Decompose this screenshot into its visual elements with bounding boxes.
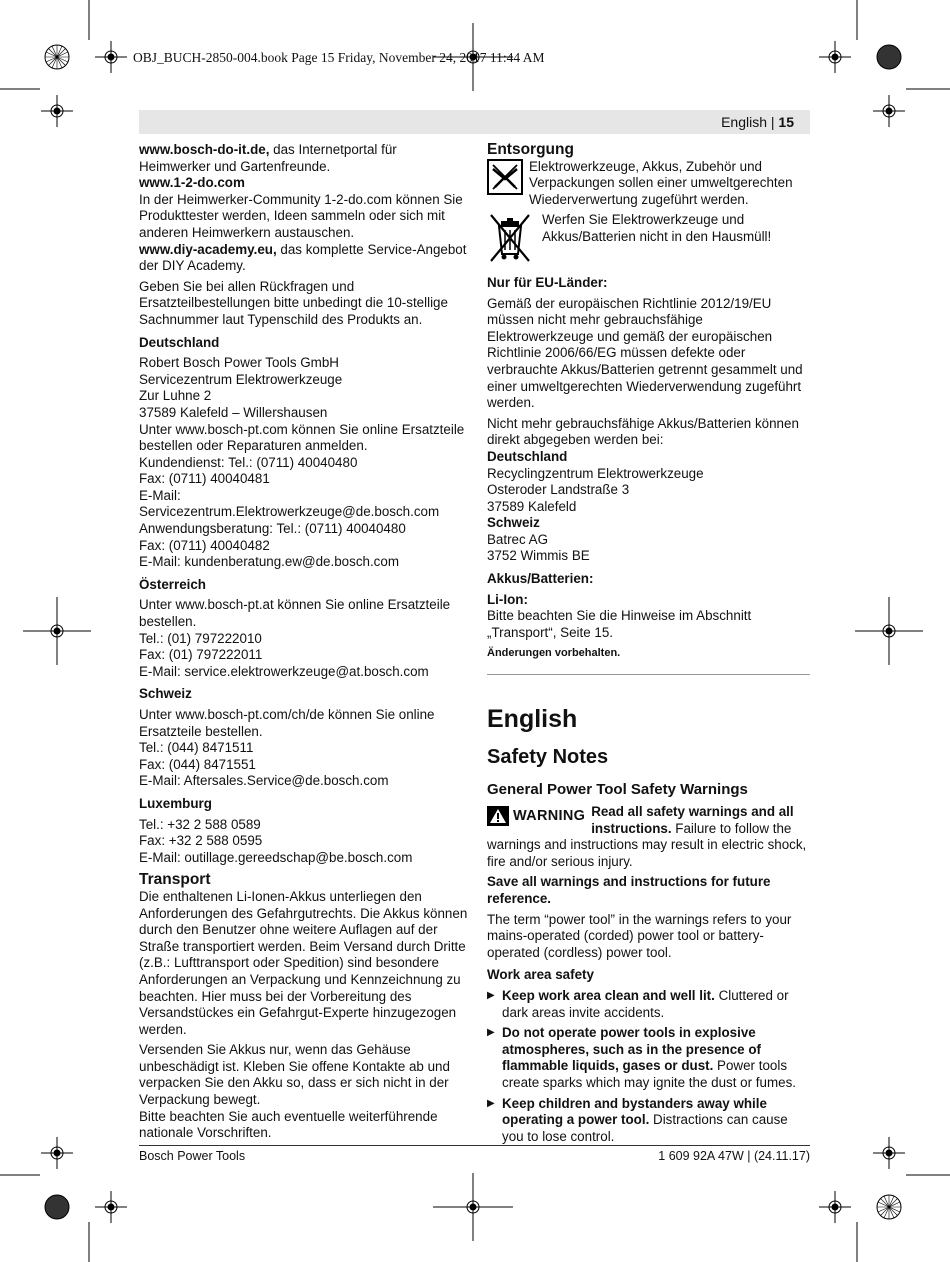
address-line: 37589 Kalefeld — [487, 498, 577, 514]
address-line: 3752 Wimmis BE — [487, 548, 590, 564]
power-tool-term: The term “power tool” in the warnings refers to your mains-operated (corded) power tool or battery-operated (cordless) power tool. — [487, 911, 792, 960]
intro-note: Geben Sie bei allen Rückfragen und Ersatzteilbestellungen bitte unbedingt die 10-stellige Sachnummer laut Typenschild des Produkts an. — [139, 278, 448, 327]
right-column — [487, 142, 812, 1145]
warning-badge — [487, 806, 585, 826]
country-block-luxemburg — [139, 817, 469, 867]
eu-heading: Nur für EU-Länder: — [487, 274, 608, 290]
entsorgung-heading: Entsorgung — [487, 141, 574, 158]
address-line: Zur Luhne 2 — [139, 388, 212, 404]
country-heading-schweiz: Schweiz — [139, 686, 192, 702]
country-heading-oesterreich: Österreich — [139, 576, 206, 592]
address-line: Unter www.bosch-pt.com/ch/de können Sie online Ersatzteile bestellen. — [139, 707, 435, 739]
header-separator: | — [770, 114, 775, 130]
address-line: Batrec AG — [487, 531, 549, 547]
print-slug-line: OBJ_BUCH-2850-004.book Page 15 Friday, November 24, 2017 11:44 AM — [133, 50, 545, 65]
safety-notes-heading: Safety Notes — [487, 746, 609, 769]
address-line: Tel.: +32 2 588 0589 — [139, 816, 261, 832]
bullet-arrow-icon: ▶ — [487, 1027, 495, 1039]
address-line: 37589 Kalefeld – Willershausen — [139, 404, 328, 420]
transport-heading: Transport — [139, 871, 211, 889]
address-line: Recyclingzentrum Elektrowerkzeuge — [487, 465, 704, 481]
warning-label: WARNING — [513, 807, 586, 824]
address-line: Osteroder Landstraße 3 — [487, 482, 630, 498]
crossed-bin-icon — [487, 212, 533, 269]
changes-note: Änderungen vorbehalten. — [487, 647, 621, 660]
bullet-text: Power tools create sparks which may ignite the dust or fumes. — [502, 1058, 796, 1090]
page-number: 15 — [778, 114, 794, 130]
intro-line-3 — [139, 192, 469, 242]
running-header — [139, 110, 810, 134]
bullet-text: Distractions can cause you to lose control. — [502, 1112, 788, 1144]
warning-text: Failure to follow the warnings and instructions may result in electric shock, fire and/or serious injury. — [487, 820, 807, 869]
bullet-item — [487, 1025, 812, 1091]
footer-left: Bosch Power Tools — [139, 1149, 246, 1163]
address-line: Fax: +32 2 588 0595 — [139, 833, 263, 849]
intro-line-1 — [139, 142, 469, 175]
country-heading-deutschland: Deutschland — [139, 334, 220, 350]
address-line: Fax: (0711) 40040482 — [139, 537, 270, 553]
transport-paragraph-1: Die enthaltenen Li-Ionen-Akkus unterliegen den Anforderungen des Gefahrgutrechts. Die Akkus können durch den Benutzer ohne weitere Auflagen auf der Straße transportiert werden. Beim Versand durch Dritte (z.B.: Lufttransport oder Spedition) sind besondere Anforderungen an Verpackung und Kennzeichnung zu beachten. Hier muss bei der Vorbereitung des Versandstückes ein Gefahrgut-Experte hinzugezogen werden. — [139, 888, 468, 1037]
eu-deutschland-heading: Deutschland — [487, 448, 568, 464]
warning-triangle-icon — [487, 806, 509, 826]
address-line: E-Mail: service.elektrowerkzeuge@at.bosch.com — [139, 663, 429, 679]
address-line: Servicezentrum Elektrowerkzeuge — [139, 371, 343, 387]
footer-rule — [139, 1145, 810, 1146]
save-instructions: Save all warnings and instructions for future reference. — [487, 874, 771, 906]
warning-paragraph — [487, 804, 812, 870]
transport-paragraph-2: Versenden Sie Akkus nur, wenn das Gehäuse unbeschädigt ist. Kleben Sie offene Kontakte ab und verpacken Sie den Akku so, dass er sich nicht in der Verpackung bewegt. — [139, 1042, 450, 1108]
address-line: Fax: (0711) 40040481 — [139, 471, 270, 487]
running-header-text — [721, 114, 794, 130]
eu-schweiz-heading: Schweiz — [487, 515, 540, 531]
intro-line-2 — [139, 175, 469, 192]
address-line: Fax: (01) 797222011 — [139, 647, 263, 663]
bullet-arrow-icon: ▶ — [487, 1097, 495, 1109]
left-column — [139, 142, 469, 1142]
address-line: E-Mail: kundenberatung.ew@de.bosch.com — [139, 554, 399, 570]
bullet-item — [487, 988, 812, 1021]
bullet-item — [487, 1096, 812, 1146]
liion-heading: Li-Ion: — [487, 591, 528, 607]
akkus-text: Bitte beachten Sie die Hinweise im Abschnitt „Transport“, Seite 15. — [487, 608, 752, 640]
intro-line-4 — [139, 242, 469, 275]
section-title-english: English — [487, 705, 578, 734]
address-line: Unter www.bosch-pt.com können Sie online Ersatzteile bestellen oder Reparaturen anmelden. — [139, 421, 465, 454]
country-block-deutschland — [139, 355, 469, 571]
transport-paragraph-3: Bitte beachten Sie auch eventuelle weiterführende nationale Vorschriften. — [139, 1108, 438, 1141]
disposal-item-1 — [487, 159, 812, 209]
link-1-2-do: www.1-2-do.com — [139, 175, 245, 191]
link-bosch-do-it: www.bosch-do-it.de, — [139, 142, 270, 157]
disposal-text-2: Werfen Sie Elektrowerkzeuge und Akkus/Batterien nicht in den Hausmüll! — [542, 212, 772, 244]
country-block-oesterreich — [139, 597, 469, 680]
address-line: Kundendienst: Tel.: (0711) 40040480 — [139, 454, 358, 470]
section-divider — [487, 674, 810, 675]
akkus-heading: Akkus/Batterien: — [487, 571, 594, 587]
disposal-text-1: Elektrowerkzeuge, Akkus, Zubehör und Verpackungen sollen einer umweltgerechten Wiederverwertung zugeführt werden. — [529, 158, 793, 207]
address-line: Anwendungsberatung: Tel.: (0711) 40040480 — [139, 521, 406, 537]
eu-paragraph-1: Gemäß der europäischen Richtlinie 2012/19/EU müssen nicht mehr gebrauchsfähige Elektrowerkzeuge und gemäß der europäischen Richtlinie 2006/66/EG müssen defekte oder verbrauchte Akkus/Batterien getrennt gesammelt und einer umweltgerechten Wiederverwendung zugeführt werden. — [487, 295, 803, 411]
warning-bold: Read all safety warnings and all instructions. — [591, 804, 794, 836]
eu-paragraph-2: Nicht mehr gebrauchsfähige Akkus/Batterien können direkt abgegeben werden bei: — [487, 415, 799, 448]
address-line: Tel.: (01) 797222010 — [139, 630, 262, 646]
address-line: Unter www.bosch-pt.at können Sie online Ersatzteile bestellen. — [139, 597, 451, 630]
intro-text-3: In der Heimwerker-Community 1-2-do.com können Sie Produkttester werden, Ideen sammeln oder sich mit anderen Heimwerkern austauschen. — [139, 191, 463, 240]
address-line: Fax: (044) 8471551 — [139, 756, 256, 772]
address-line: Robert Bosch Power Tools GmbH — [139, 355, 339, 371]
bullet-arrow-icon: ▶ — [487, 989, 495, 1001]
footer-right: 1 609 92A 47W | (24.11.17) — [658, 1149, 810, 1163]
bullet-text: Cluttered or dark areas invite accidents. — [502, 987, 789, 1020]
recycle-symbol-icon — [487, 159, 523, 200]
bullet-bold: Keep work area clean and well lit. — [502, 987, 715, 1003]
header-language: English — [721, 114, 767, 130]
intro-text-4: das komplette Service-Angebot der DIY Academy. — [139, 241, 467, 274]
bullet-bold: Keep children and bystanders away while operating a power tool. — [502, 1095, 767, 1128]
address-line: Tel.: (044) 8471511 — [139, 740, 254, 756]
link-diy-academy: www.diy-academy.eu, — [139, 241, 277, 257]
general-warnings-heading: General Power Tool Safety Warnings — [487, 781, 748, 799]
bullet-bold: Do not operate power tools in explosive atmospheres, such as in the presence of flammable liquids, gases or dust. — [502, 1025, 761, 1074]
address-line: E-Mail: Servicezentrum.Elektrowerkzeuge@de.bosch.com — [139, 487, 440, 520]
intro-text-1: das Internetportal für Heimwerker und Gartenfreunde. — [139, 142, 397, 174]
country-heading-luxemburg: Luxemburg — [139, 795, 212, 811]
address-line: E-Mail: outillage.gereedschap@be.bosch.com — [139, 849, 413, 865]
country-block-schweiz — [139, 707, 469, 790]
address-line: E-Mail: Aftersales.Service@de.bosch.com — [139, 773, 389, 789]
work-area-heading: Work area safety — [487, 967, 594, 983]
disposal-item-2 — [487, 212, 812, 269]
